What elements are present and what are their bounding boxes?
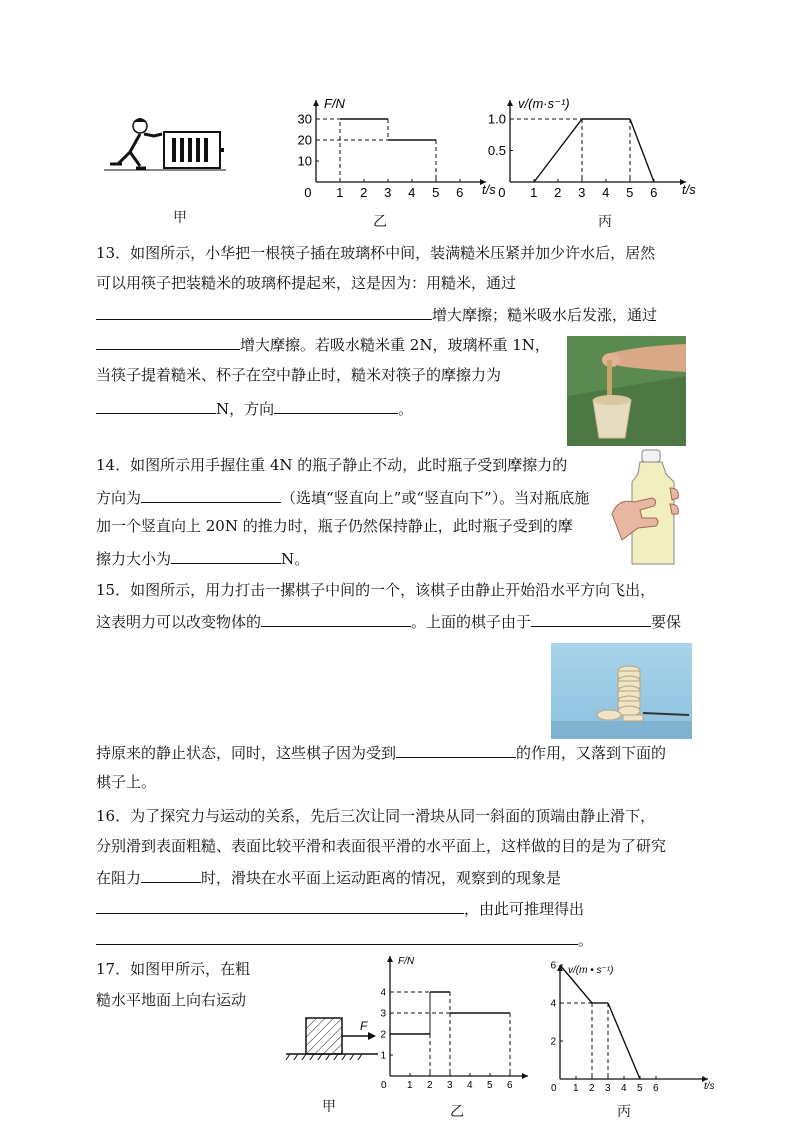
- x-tick-label: 5: [626, 185, 634, 200]
- pushing-person-figure: [100, 112, 230, 177]
- q15-line-2: [96, 610, 681, 632]
- q16-line-3: [96, 866, 561, 888]
- q14-line-3: 加一个竖直向上 20N 的推力时，瓶子仍然保持静止，此时瓶子受到的摩: [96, 517, 573, 535]
- q13-blank-4[interactable]: [274, 397, 398, 414]
- q14-text-2b: （选填“竖直向上”或“竖直向下”）。当对瓶底施: [281, 489, 590, 507]
- top-force-time-graph: [290, 96, 495, 201]
- figure-caption-bing: 丙: [598, 214, 612, 230]
- q17-line-1: 17．如图甲所示，在粗: [96, 960, 251, 978]
- q17-caption-bing: 丙: [617, 1104, 631, 1120]
- figure-caption-yi: 乙: [373, 214, 387, 230]
- x-tick-label: 1: [530, 185, 538, 200]
- q16-blank-1[interactable]: [141, 866, 201, 883]
- q16-blank-2[interactable]: [96, 897, 464, 914]
- x-tick-label: 0: [498, 185, 506, 200]
- q15-text-2b: 。上面的棋子由于: [411, 613, 532, 631]
- y-tick-label: 4: [550, 998, 556, 1010]
- x-tick-label: 0: [304, 185, 312, 200]
- y-tick-label: 2: [550, 1036, 556, 1048]
- x-tick-label: 4: [467, 1080, 473, 1091]
- x-axis-label: t/s: [704, 1081, 715, 1092]
- y-axis-arrow: [387, 956, 393, 962]
- q17-velocity-time-graph: [538, 955, 714, 1100]
- y-axis-label: v/(m·s⁻¹): [518, 96, 570, 111]
- x-tick-label: 6: [653, 1083, 659, 1094]
- x-tick-label: 4: [602, 185, 610, 200]
- q16-text-3b: 时，滑块在水平面上运动距离的情况，观察到的现象是: [201, 869, 562, 887]
- y-axis-arrow: [507, 100, 513, 106]
- x-axis-arrow: [522, 1073, 528, 1079]
- x-tick-label: 2: [427, 1080, 433, 1091]
- y-tick-label: 20: [297, 132, 312, 148]
- y-tick-label: 10: [297, 153, 312, 169]
- q13-line-1: 13．如图所示，小华把一根筷子插在玻璃杯中间，装满糙米压紧并加少许水后，居然: [96, 244, 656, 262]
- q16-text-3a: 在阻力: [96, 869, 142, 887]
- q15-text-3b: 的作用，又落到下面的: [516, 744, 667, 762]
- x-tick-label: 0: [381, 1080, 387, 1091]
- q17-force-time-graph: [364, 950, 534, 1098]
- q14-line-4: [96, 547, 309, 569]
- q13-line-6: [96, 397, 413, 419]
- x-tick-label: 4: [408, 185, 416, 200]
- q17-caption-yi: 乙: [450, 1104, 464, 1120]
- q13-text-6a: N，方向: [216, 400, 275, 418]
- q15-text-2c: 要保: [651, 613, 682, 631]
- q16-line-5: [96, 928, 593, 950]
- y-axis-label: v/(m • s⁻¹): [568, 965, 614, 976]
- x-tick-label: 6: [456, 185, 464, 200]
- q14-text-4a: 擦力大小为: [96, 550, 172, 568]
- chess-stack-photo: [551, 643, 692, 739]
- y-tick-label: 4: [380, 987, 386, 999]
- top-velocity-time-graph: [484, 96, 694, 201]
- q13-line-2: 可以用筷子把装糙米的玻璃杯提起来，这是因为：用糙米，通过: [96, 274, 517, 292]
- x-tick-label: 5: [432, 185, 440, 200]
- y-axis-label: F/N: [398, 956, 415, 967]
- q15-blank-2[interactable]: [531, 610, 651, 627]
- q16-line-1: 16．为了探究力与运动的关系，先后三次让同一滑块从同一斜面的顶端由静止滑下，: [96, 807, 656, 825]
- x-tick-label: 2: [589, 1083, 595, 1094]
- x-tick-label: 0: [551, 1083, 557, 1094]
- y-tick-label: 0.5: [487, 143, 506, 159]
- x-tick-label: 6: [507, 1080, 513, 1091]
- q13-text-3: 增大摩擦；糙米吸水后发涨，通过: [432, 306, 658, 324]
- figure-caption-jia: 甲: [173, 210, 187, 226]
- data-segment: [608, 1003, 640, 1079]
- force-label: F: [360, 1019, 368, 1033]
- x-tick-label: 3: [605, 1083, 611, 1094]
- x-tick-label: 5: [637, 1083, 643, 1094]
- q14-text-4b: N。: [281, 550, 310, 568]
- q13-line-4: [96, 333, 550, 355]
- q16-text-5: 。: [578, 931, 594, 949]
- y-tick-label: 2: [380, 1029, 386, 1041]
- x-tick-label: 1: [336, 185, 344, 200]
- y-tick-label: 1.0: [487, 111, 506, 127]
- x-axis-label: t/s: [682, 182, 696, 197]
- x-tick-label: 2: [360, 185, 368, 200]
- y-axis-arrow: [313, 100, 319, 106]
- q16-line-4: [96, 897, 584, 919]
- q13-blank-3[interactable]: [96, 397, 216, 414]
- x-tick-label: 6: [650, 185, 658, 200]
- q15-blank-1[interactable]: [261, 610, 411, 627]
- x-tick-label: 2: [554, 185, 562, 200]
- data-segment: [534, 119, 582, 182]
- y-tick-label: 3: [380, 1008, 386, 1020]
- y-tick-label: 6: [550, 960, 556, 972]
- q16-line-2: 分别滑到表面粗糙、表面比较平滑和表面很平滑的水平面上，这样做的目的是为了研究: [96, 837, 667, 855]
- y-tick-label: 30: [297, 111, 312, 127]
- q13-line-3: [96, 303, 657, 325]
- x-tick-label: 4: [621, 1083, 627, 1094]
- x-axis-label: t/s: [482, 182, 496, 197]
- chopstick-cup-photo: [567, 336, 686, 446]
- q13-blank-2[interactable]: [96, 333, 240, 350]
- x-tick-label: 1: [573, 1083, 579, 1094]
- data-segment: [630, 119, 654, 182]
- q14-line-2: [96, 486, 589, 508]
- q15-text-3a: 持原来的静止状态，同时，这些棋子因为受到: [96, 744, 397, 762]
- y-axis-label: F/N: [324, 96, 345, 111]
- q13-blank-1[interactable]: [96, 303, 432, 320]
- x-tick-label: 3: [578, 185, 586, 200]
- q13-line-5: 当筷子提着糙米、杯子在空中静止时，糙米对筷子的摩擦力为: [96, 366, 502, 384]
- q17-line-2: 糙水平地面上向右运动: [96, 991, 247, 1009]
- q16-text-4: ，由此可推理得出: [464, 900, 585, 918]
- q17-caption-jia: 甲: [322, 1099, 336, 1115]
- q15-line-3: [96, 741, 666, 763]
- x-tick-label: 1: [407, 1080, 413, 1091]
- hand-bottle-figure: [612, 448, 692, 568]
- x-tick-label: 5: [487, 1080, 493, 1091]
- q15-line-4: 棋子上。: [96, 773, 157, 791]
- q14-blank-1[interactable]: [141, 486, 281, 503]
- q15-line-1: 15．如图所示，用力打击一摞棋子中间的一个，该棋子由静止开始沿水平方向飞出，: [96, 581, 656, 599]
- q15-blank-3[interactable]: [396, 741, 516, 758]
- q14-blank-2[interactable]: [171, 547, 281, 564]
- y-tick-label: 1: [380, 1050, 386, 1062]
- q16-blank-3[interactable]: [96, 928, 578, 945]
- x-tick-label: 3: [384, 185, 392, 200]
- q14-text-2a: 方向为: [96, 489, 142, 507]
- q15-text-2a: 这表明力可以改变物体的: [96, 613, 262, 631]
- q13-text-6b: 。: [398, 400, 414, 418]
- q13-text-4: 增大摩擦。若吸水糙米重 2N，玻璃杯重 1N，: [240, 336, 550, 354]
- x-tick-label: 3: [447, 1080, 453, 1091]
- q14-line-1: 14．如图所示用手握住重 4N 的瓶子静止不动，此时瓶子受到摩擦力的: [96, 456, 568, 474]
